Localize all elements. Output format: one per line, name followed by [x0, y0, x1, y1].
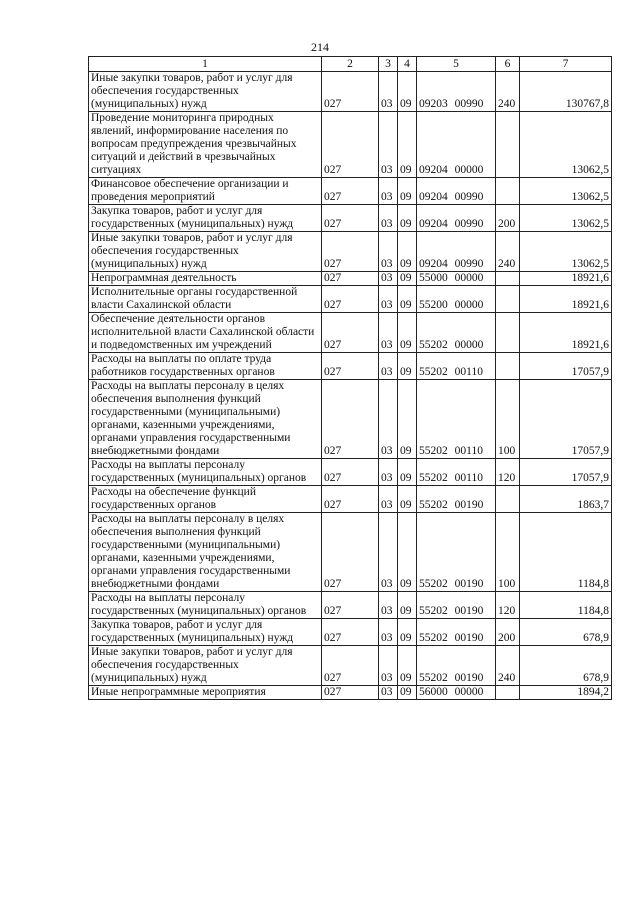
row-description: Расходы на выплаты персоналу в целях обеспечения выполнения функций государственными (муниципальными) органами, казенными учреждениями, органами управления государственными внебюджетными фондами [89, 380, 322, 459]
table-row [89, 205, 612, 232]
row-description: Закупка товаров, работ и услуг для государственных (муниципальных) нужд [89, 619, 322, 646]
row-admin-code: 027 [322, 232, 379, 272]
row-amount: 1894,2 [520, 686, 612, 700]
row-amount: 18921,6 [520, 286, 612, 313]
row-expense-type: 120 [496, 459, 520, 486]
row-expense-type [496, 353, 520, 380]
row-description: Обеспечение деятельности органов исполнительной власти Сахалинской области и подведомственных им учреждений [89, 313, 322, 353]
row-expense-type [496, 486, 520, 513]
row-subsection: 09 [398, 313, 417, 353]
row-amount: 17057,9 [520, 380, 612, 459]
row-admin-code: 027 [322, 486, 379, 513]
row-subsection: 09 [398, 72, 417, 112]
row-amount: 13062,5 [520, 178, 612, 205]
row-target-article: 55202 00110 [417, 459, 496, 486]
table-row [89, 380, 612, 459]
row-target-article: 55200 00000 [417, 286, 496, 313]
row-subsection: 09 [398, 513, 417, 592]
row-amount: 13062,5 [520, 232, 612, 272]
row-target-article: 55202 00110 [417, 380, 496, 459]
row-expense-type: 200 [496, 619, 520, 646]
row-amount: 13062,5 [520, 112, 612, 178]
row-description: Закупка товаров, работ и услуг для государственных (муниципальных) нужд [89, 205, 322, 232]
row-admin-code: 027 [322, 313, 379, 353]
column-header: 5 [417, 57, 496, 72]
row-subsection: 09 [398, 272, 417, 286]
row-description: Иные закупки товаров, работ и услуг для обеспечения государственных (муниципальных) нужд [89, 72, 322, 112]
row-target-article: 55202 00190 [417, 486, 496, 513]
row-target-article: 09204 00990 [417, 232, 496, 272]
row-amount: 17057,9 [520, 353, 612, 380]
table-row [89, 353, 612, 380]
row-admin-code: 027 [322, 459, 379, 486]
row-admin-code: 027 [322, 686, 379, 700]
row-target-article: 55202 00110 [417, 353, 496, 380]
row-subsection: 09 [398, 686, 417, 700]
row-subsection: 09 [398, 646, 417, 686]
table-row [89, 592, 612, 619]
row-section: 03 [379, 619, 398, 646]
row-section: 03 [379, 513, 398, 592]
row-section: 03 [379, 205, 398, 232]
row-target-article: 55202 00190 [417, 646, 496, 686]
row-expense-type: 240 [496, 72, 520, 112]
row-expense-type: 100 [496, 380, 520, 459]
table-row [89, 486, 612, 513]
row-expense-type [496, 686, 520, 700]
page-number: 214 [311, 40, 329, 54]
row-subsection: 09 [398, 112, 417, 178]
row-amount: 1184,8 [520, 592, 612, 619]
row-description: Иные закупки товаров, работ и услуг для обеспечения государственных (муниципальных) нужд [89, 232, 322, 272]
table-row [89, 459, 612, 486]
table-row [89, 232, 612, 272]
row-description: Расходы на выплаты персоналу государственных (муниципальных) органов [89, 459, 322, 486]
table-row [89, 313, 612, 353]
table-row [89, 619, 612, 646]
row-target-article: 09204 00990 [417, 178, 496, 205]
row-subsection: 09 [398, 232, 417, 272]
row-amount: 18921,6 [520, 313, 612, 353]
row-section: 03 [379, 178, 398, 205]
row-expense-type [496, 313, 520, 353]
row-section: 03 [379, 313, 398, 353]
row-section: 03 [379, 459, 398, 486]
row-section: 03 [379, 353, 398, 380]
row-description: Исполнительные органы государственной власти Сахалинской области [89, 286, 322, 313]
table-row [89, 686, 612, 700]
row-admin-code: 027 [322, 592, 379, 619]
row-description: Проведение мониторинга природных явлений, информирование населения по вопросам предупреждения чрезвычайных ситуаций и действий в чрезвычайных ситуациях [89, 112, 322, 178]
row-admin-code: 027 [322, 72, 379, 112]
row-section: 03 [379, 112, 398, 178]
row-expense-type: 240 [496, 646, 520, 686]
budget-table [88, 56, 612, 700]
row-section: 03 [379, 72, 398, 112]
row-admin-code: 027 [322, 286, 379, 313]
row-target-article: 55202 00000 [417, 313, 496, 353]
row-subsection: 09 [398, 178, 417, 205]
row-target-article: 55000 00000 [417, 272, 496, 286]
row-amount: 18921,6 [520, 272, 612, 286]
column-header: 6 [496, 57, 520, 72]
table-row [89, 646, 612, 686]
row-subsection: 09 [398, 619, 417, 646]
column-header: 1 [89, 57, 322, 72]
column-header: 2 [322, 57, 379, 72]
row-section: 03 [379, 592, 398, 619]
row-amount: 1184,8 [520, 513, 612, 592]
row-admin-code: 027 [322, 272, 379, 286]
row-subsection: 09 [398, 286, 417, 313]
table-row [89, 178, 612, 205]
row-expense-type [496, 178, 520, 205]
row-admin-code: 027 [322, 619, 379, 646]
row-section: 03 [379, 232, 398, 272]
row-subsection: 09 [398, 486, 417, 513]
row-section: 03 [379, 272, 398, 286]
row-description: Расходы на выплаты по оплате труда работников государственных органов [89, 353, 322, 380]
column-header: 7 [520, 57, 612, 72]
row-admin-code: 027 [322, 646, 379, 686]
row-description: Иные непрограммные мероприятия [89, 686, 322, 700]
row-target-article: 09204 00000 [417, 112, 496, 178]
row-section: 03 [379, 286, 398, 313]
row-description: Расходы на обеспечение функций государственных органов [89, 486, 322, 513]
header-row [89, 57, 612, 72]
column-header: 3 [379, 57, 398, 72]
row-admin-code: 027 [322, 178, 379, 205]
row-target-article: 55202 00190 [417, 619, 496, 646]
row-amount: 130767,8 [520, 72, 612, 112]
row-target-article: 55202 00190 [417, 592, 496, 619]
row-target-article: 55202 00190 [417, 513, 496, 592]
table-row [89, 286, 612, 313]
row-subsection: 09 [398, 459, 417, 486]
row-section: 03 [379, 486, 398, 513]
row-subsection: 09 [398, 592, 417, 619]
row-description: Расходы на выплаты персоналу в целях обеспечения выполнения функций государственными (муниципальными) органами, казенными учреждениями, органами управления государственными внебюджетными фондами [89, 513, 322, 592]
row-amount: 678,9 [520, 646, 612, 686]
row-subsection: 09 [398, 353, 417, 380]
row-amount: 13062,5 [520, 205, 612, 232]
row-admin-code: 027 [322, 205, 379, 232]
table-row [89, 112, 612, 178]
table-row [89, 513, 612, 592]
row-admin-code: 027 [322, 112, 379, 178]
row-expense-type: 100 [496, 513, 520, 592]
row-subsection: 09 [398, 205, 417, 232]
row-amount: 678,9 [520, 619, 612, 646]
row-description: Иные закупки товаров, работ и услуг для обеспечения государственных (муниципальных) нужд [89, 646, 322, 686]
column-header: 4 [398, 57, 417, 72]
row-expense-type [496, 286, 520, 313]
row-expense-type: 200 [496, 205, 520, 232]
row-admin-code: 027 [322, 353, 379, 380]
row-expense-type [496, 112, 520, 178]
row-expense-type: 240 [496, 232, 520, 272]
row-section: 03 [379, 686, 398, 700]
row-target-article: 09203 00990 [417, 72, 496, 112]
table-row [89, 72, 612, 112]
row-description: Расходы на выплаты персоналу государственных (муниципальных) органов [89, 592, 322, 619]
row-expense-type [496, 272, 520, 286]
row-section: 03 [379, 646, 398, 686]
row-admin-code: 027 [322, 513, 379, 592]
row-admin-code: 027 [322, 380, 379, 459]
row-subsection: 09 [398, 380, 417, 459]
table-row [89, 272, 612, 286]
row-amount: 1863,7 [520, 486, 612, 513]
row-section: 03 [379, 380, 398, 459]
row-target-article: 09204 00990 [417, 205, 496, 232]
row-description: Финансовое обеспечение организации и проведения мероприятий [89, 178, 322, 205]
row-target-article: 56000 00000 [417, 686, 496, 700]
row-expense-type: 120 [496, 592, 520, 619]
row-amount: 17057,9 [520, 459, 612, 486]
row-description: Непрограммная деятельность [89, 272, 322, 286]
